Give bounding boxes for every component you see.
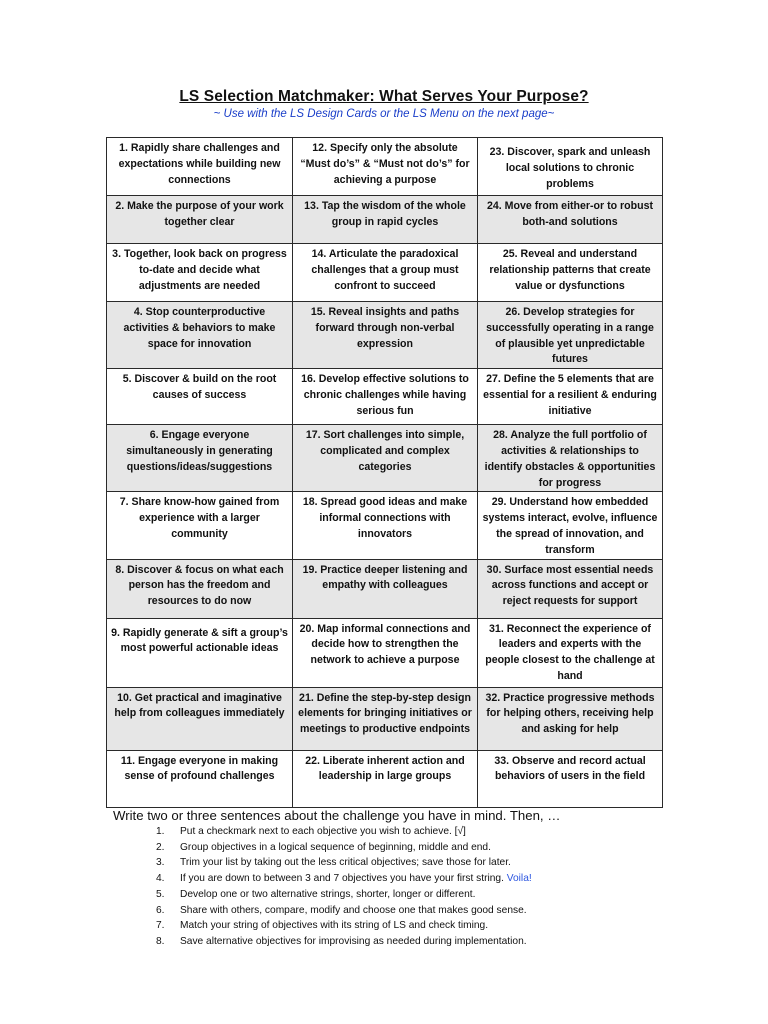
- objective-cell: 8. Discover & focus on what each person has the freedom and resources to do now: [107, 559, 293, 618]
- step-text: Put a checkmark next to each objective you wish to achieve. [√]: [180, 826, 466, 837]
- objectives-table: [106, 137, 663, 808]
- list-item: [156, 871, 650, 887]
- objective-cell: 12. Specify only the absolute “Must do’s” & “Must not do’s” for achieving a purpose: [293, 138, 478, 196]
- objective-cell: 9. Rapidly generate & sift a group’s most powerful actionable ideas: [107, 618, 293, 687]
- objective-cell: 33. Observe and record actual behaviors of users in the field: [478, 750, 663, 807]
- objective-cell: 18. Spread good ideas and make informal connections with innovators: [293, 492, 478, 559]
- list-item: [156, 887, 650, 903]
- objective-cell: 2. Make the purpose of your work together clear: [107, 196, 293, 244]
- objective-cell: 15. Reveal insights and paths forward through non-verbal expression: [293, 302, 478, 369]
- objective-cell: 17. Sort challenges into simple, complicated and complex categories: [293, 425, 478, 492]
- objective-cell: 27. Define the 5 elements that are essential for a resilient & enduring initiative: [478, 369, 663, 425]
- step-number: 6.: [156, 904, 165, 916]
- objective-cell: 5. Discover & build on the root causes of success: [107, 369, 293, 425]
- objective-cell: 25. Reveal and understand relationship patterns that create value or dysfunctions: [478, 244, 663, 302]
- objective-cell: 31. Reconnect the experience of leaders and experts with the people closest to the challenge at hand: [478, 618, 663, 687]
- step-number: 2.: [156, 841, 165, 853]
- objective-cell: 19. Practice deeper listening and empathy with colleagues: [293, 559, 478, 618]
- voila-accent: Voila!: [506, 873, 532, 885]
- objective-cell: 13. Tap the wisdom of the whole group in rapid cycles: [293, 196, 478, 244]
- objective-cell: 10. Get practical and imaginative help from colleagues immediately: [107, 687, 293, 750]
- objective-cell: 3. Together, look back on progress to-date and decide what adjustments are needed: [107, 244, 293, 302]
- step-number: 4.: [156, 873, 165, 885]
- list-item: [156, 855, 650, 871]
- step-number: 5.: [156, 888, 165, 900]
- objective-cell: 29. Understand how embedded systems interact, evolve, influence the spread of innovation, and transform: [478, 492, 663, 559]
- objective-cell: 6. Engage everyone simultaneously in generating questions/ideas/suggestions: [107, 425, 293, 492]
- objective-cell: 24. Move from either-or to robust both-and solutions: [478, 196, 663, 244]
- step-number: 1.: [156, 826, 165, 837]
- list-item: [156, 918, 650, 934]
- objective-cell: 14. Articulate the paradoxical challenges that a group must confront to succeed: [293, 244, 478, 302]
- objective-cell: 32. Practice progressive methods for helping others, receiving help and asking for help: [478, 687, 663, 750]
- objective-cell: 20. Map informal connections and decide how to strengthen the network to achieve a purpose: [293, 618, 478, 687]
- page-title: LS Selection Matchmaker: What Serves Your Purpose?: [179, 88, 589, 105]
- list-item: [156, 824, 650, 840]
- objective-cell: 23. Discover, spark and unleash local solutions to chronic problems: [478, 138, 663, 196]
- objective-cell: 11. Engage everyone in making sense of profound challenges: [107, 750, 293, 807]
- list-item: [156, 840, 650, 856]
- step-number: 7.: [156, 920, 165, 932]
- step-text: If you are down to between 3 and 7 objectives you have your first string.: [180, 873, 504, 885]
- step-number: 3.: [156, 857, 165, 869]
- page-subtitle: ~ Use with the LS Design Cards or the LS Menu on the next page~: [213, 108, 555, 120]
- objective-cell: 7. Share know-how gained from experience with a larger community: [107, 492, 293, 559]
- objective-cell: 30. Surface most essential needs across functions and accept or reject requests for support: [478, 559, 663, 618]
- objective-cell: 4. Stop counterproductive activities & behaviors to make space for innovation: [107, 302, 293, 369]
- step-text: Share with others, compare, modify and choose one that makes good sense.: [180, 904, 527, 916]
- step-text: Save alternative objectives for improvising as needed during implementation.: [180, 935, 527, 947]
- step-text: Trim your list by taking out the less critical objectives; save those for later.: [180, 857, 511, 869]
- objective-cell: 26. Develop strategies for successfully operating in a range of plausible yet unpredictable futures: [478, 302, 663, 369]
- objective-cell: 21. Define the step-by-step design elements for bringing initiatives or meetings to productive endpoints: [293, 687, 478, 750]
- step-text: Match your string of objectives with its string of LS and check timing.: [180, 920, 489, 932]
- objective-cell: 1. Rapidly share challenges and expectations while building new connections: [107, 138, 293, 196]
- list-item: [156, 903, 650, 919]
- objective-cell: 16. Develop effective solutions to chronic challenges while having serious fun: [293, 369, 478, 425]
- instructions-list: [156, 824, 650, 950]
- step-text: Group objectives in a logical sequence of beginning, middle and end.: [180, 841, 491, 853]
- instructions-intro: Write two or three sentences about the challenge you have in mind. Then, …: [113, 808, 561, 823]
- objective-cell: 28. Analyze the full portfolio of activities & relationships to identify obstacles & opportunities for progress: [478, 425, 663, 492]
- objective-cell: 22. Liberate inherent action and leadership in large groups: [293, 750, 478, 807]
- list-item: [156, 934, 650, 950]
- step-text: Develop one or two alternative strings, shorter, longer or different.: [180, 888, 476, 900]
- step-number: 8.: [156, 935, 165, 947]
